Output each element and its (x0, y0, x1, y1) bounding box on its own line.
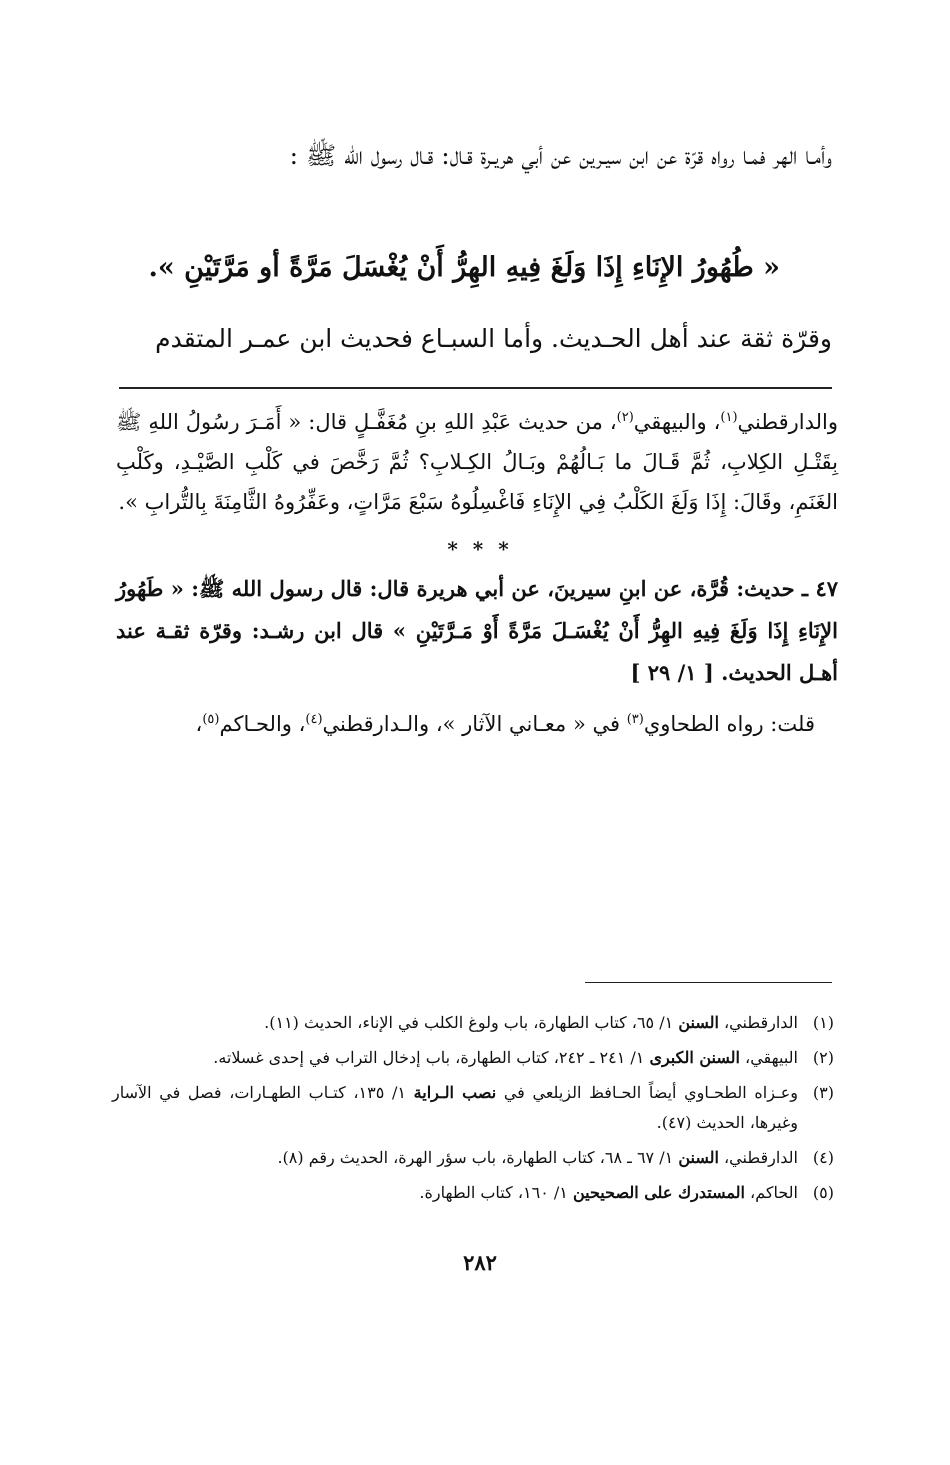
footnote-source-title: السنن (678, 1148, 719, 1167)
footnote-text: البيهقي، (739, 1048, 798, 1067)
footnote-source-title: السنن (678, 1013, 719, 1032)
commentary-text: ، والبيهقي (633, 410, 721, 434)
footnote-source-title: المستدرك على الصحيحين (572, 1183, 745, 1202)
commentary-text: قلت: رواه الطحاوي (643, 712, 815, 736)
page-number: ٢٨٢ (463, 1250, 497, 1275)
commentary-text: والدارقطني (737, 410, 839, 434)
footnote-text: ١/ ١٦٠، كتاب الطهارة. (419, 1183, 573, 1202)
commentary-paragraph-2 (115, 704, 815, 744)
footnote-item (112, 1178, 834, 1208)
footnote-number: (٢) (812, 1048, 834, 1067)
footnote-number: (٣) (812, 1083, 834, 1102)
footnote-item (112, 1008, 834, 1038)
footnote-text: وعـزاه الطحـاوي أيضاً الحـافظ الزيلعي في (496, 1083, 798, 1102)
commentary-text: في « معـاني الآثار »، والـدارقطني (322, 712, 627, 736)
footnote-text: ١/ ٦٧ ـ ٦٨، كتاب الطهارة، باب سؤر الهرة، الحديث رقم (٨). (277, 1148, 679, 1167)
footnote-ref-3: (٣) (626, 712, 644, 727)
commentary-text: ، من حديث عَبْدِ اللهِ بنِ مُغَفَّـلٍ قال: « أَمَـرَ رسُولُ اللهِ ﷺ بِقَتْـلِ الكِلابِ، ثُمَّ قَـالَ ما بَـالُهُمْ وبَـالُ الكِـلابِ؟ ثُمَّ رَخَّصَ في كَلْبِ الصَّيْـدِ، وكَلْبِ الغَنَمِ، وقَالَ: إِذَا وَلَغَ الكَلْبُ فِي الإِنَاءِ فَاغْسِلُوهُ سَبْعَ مَرَّاتٍ، وعَفِّرُوهُ الثَّامِنَةَ بِالتُّرابِ ». (116, 410, 838, 514)
footnote-number: (٤) (812, 1148, 834, 1167)
hadith-text: « طُهُورُ الإِنَاءِ إِذَا وَلَغَ فِيهِ الهِرُّ أَنْ يُغْسَلَ مَرَّةً أو مَرَّتَيْنِ ». (148, 252, 780, 283)
footnote-ref-5: (٥) (202, 712, 220, 727)
commentary-text: ، والحـاكم (219, 712, 306, 736)
footnote-number: (٥) (812, 1183, 834, 1202)
footnote-text: ١/ ١٣٥، كتـاب الطهـارات، فصل في الآسار وغيرها، الحديث (٤٧). (112, 1083, 798, 1132)
footnotes-list (112, 1008, 834, 1213)
footnote-text: ١/ ٢٤١ ـ ٢٤٢، كتاب الطهارة، باب إدخال التراب في إحدى غسلاته. (213, 1048, 650, 1067)
hadith-47-source: [ ١/ ٢٩ ] (630, 660, 714, 685)
footnote-item (112, 1078, 834, 1138)
footnote-source-title: نصب الـراية (413, 1083, 497, 1102)
section-separator-stars: * * * (447, 537, 513, 561)
footnote-item (112, 1043, 834, 1073)
footnote-text: الدارقطني، (718, 1013, 798, 1032)
footnote-ref-2: (٢) (616, 410, 634, 425)
main-paragraph-1: وأمـا الهر فمـا رواه قرّة عن ابن سيـرين عن أبي هريـرة قـال: قـال رسول الله ﷺ : (289, 141, 832, 170)
footnote-text: ١/ ٦٥، كتاب الطهارة، باب ولوغ الكلب في الإناء، الحديث (١١). (264, 1013, 679, 1032)
main-paragraph-2: وقرّة ثقة عند أهل الحـديث. وأما السبـاع فحديث ابن عمـر المتقدم (155, 324, 832, 353)
footnote-number: (١) (812, 1013, 834, 1032)
main-text-divider (119, 387, 832, 389)
hadith-47-text: ٤٧ ـ حديث: قُرَّة، عن ابنِ سيرينَ، عن أبي هريرة قال: قال رسول الله ﷺ: « طَهُورُ الإِنَاءِ إِذَا وَلَغَ فِيهِ الهِرُّ أَنْ يُغْسَـلَ مَرَّةً أَوْ مَـرَّتَيْنِ » قال ابن رشـد: وقرّة ثقـة عند أهـل الحديث. (116, 576, 838, 685)
footnote-text: الدارقطني، (718, 1148, 798, 1167)
footnote-divider (585, 982, 832, 983)
commentary-text: ، (195, 712, 203, 736)
footnote-source-title: السنن الكبرى (649, 1048, 740, 1067)
footnote-text: الحاكم، (744, 1183, 798, 1202)
footnote-ref-4: (٤) (305, 712, 323, 727)
commentary-paragraph-1 (116, 402, 838, 522)
footnote-item (112, 1143, 834, 1173)
hadith-47-entry (116, 568, 838, 694)
footnote-ref-1: (١) (720, 410, 738, 425)
